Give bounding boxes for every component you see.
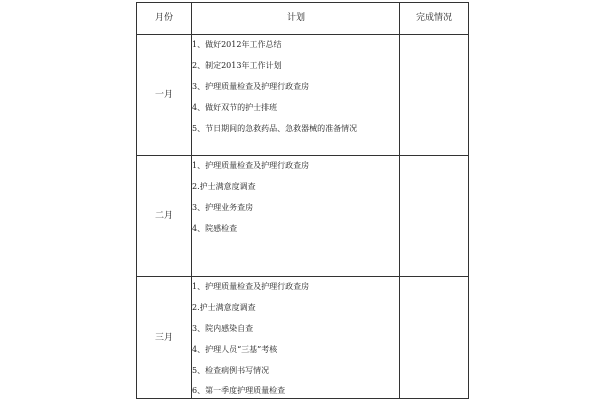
plan-item: 1、护理质量检查及护理行政查房 [192,161,310,170]
row-divider-2 [136,276,469,277]
row-divider-1 [136,155,469,156]
plan-item: 4、院感检查 [192,224,238,233]
header-plan: 计划 [286,13,305,23]
plan-item: 5、检查病例书写情况 [192,366,270,375]
month-cell-2: 二月 [154,211,173,221]
header-status: 完成情况 [415,13,452,23]
table-border-right [468,2,469,399]
header-divider [136,34,469,35]
table-border-top [136,2,469,3]
plan-item: 4、护理人员“三基”考核 [192,345,278,354]
plan-item: 3、护理业务查房 [192,203,254,212]
plan-item: 6、第一季度护理质量检查 [192,386,286,395]
plan-item: 2.护士满意度调查 [192,182,256,191]
plan-item: 4、做好双节的护士排班 [192,103,278,112]
column-divider-2 [399,2,400,399]
header-month: 月份 [154,13,173,23]
month-cell-1: 一月 [154,90,173,100]
plan-item: 3、护理质量检查及护理行政查房 [192,82,310,91]
plan-item: 1、护理质量检查及护理行政查房 [192,282,310,291]
plan-item: 3、院内感染自查 [192,324,254,333]
plan-item: 2.护士满意度调查 [192,303,256,312]
plan-item: 1、做好2012年工作总结 [192,40,282,49]
month-cell-3: 三月 [154,333,173,343]
plan-item: 2、制定2013年工作计划 [192,61,282,70]
table-border-bottom [136,398,469,399]
plan-item: 5、节日期间的急救药品、急救器械的准备情况 [192,124,358,133]
